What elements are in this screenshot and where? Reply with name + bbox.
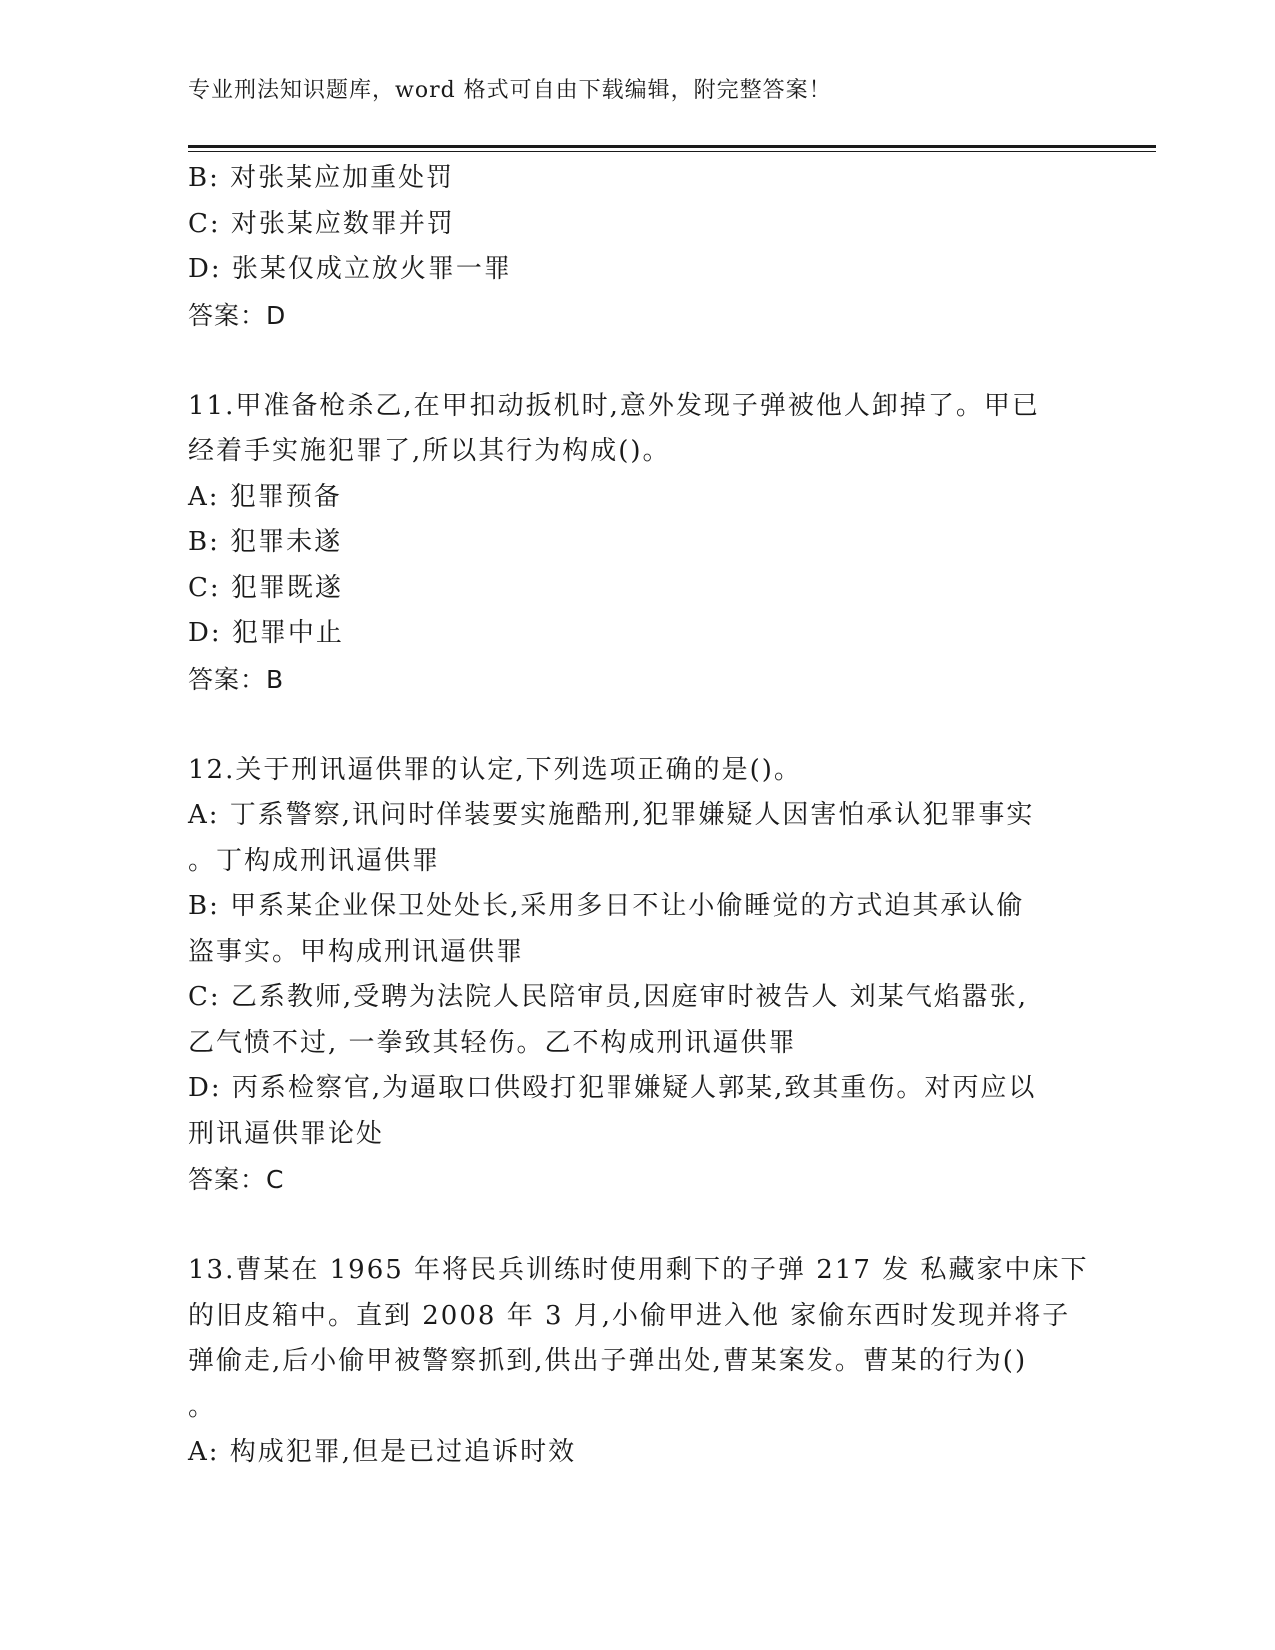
text-line: 。	[188, 1391, 217, 1422]
text-line: B: 对张某应加重处罚	[188, 163, 455, 193]
text-line: 刑讯逼供罪论处	[188, 1118, 385, 1149]
text-line: 12.关于刑讯逼供罪的认定,下列选项正确的是()。	[188, 754, 802, 785]
text-line: D: 犯罪中止	[188, 618, 344, 648]
text-line: B: 犯罪未遂	[188, 527, 343, 557]
text-line: C: 乙系教师,受聘为法院人民陪审员,因庭审时被告人 刘某气焰嚣张,	[188, 982, 1028, 1012]
answer-line: 答案：C	[188, 1165, 285, 1194]
text-line: 11.甲准备枪杀乙,在甲扣动扳机时,意外发现子弹被他人卸掉了。甲已	[188, 390, 1040, 421]
text-line: C: 犯罪既遂	[188, 572, 343, 603]
text-line: 弹偷走,后小偷甲被警察抓到,供出子弹出处,曹某案发。曹某的行为()	[188, 1346, 1028, 1376]
text-line: 乙气愤不过, 一拳致其轻伤。乙不构成刑讯逼供罪	[188, 1027, 797, 1058]
text-line: B: 甲系某企业保卫处处长,采用多日不让小偷睡觉的方式迫其承认偷	[188, 891, 1025, 921]
text-line: C: 对张某应数罪并罚	[188, 208, 455, 239]
text-line: D: 丙系检察官,为逼取口供殴打犯罪嫌疑人郭某,致其重伤。对丙应以	[188, 1073, 1037, 1103]
text-line: A: 犯罪预备	[188, 481, 342, 512]
text-line: 。丁构成刑讯逼供罪	[188, 845, 441, 876]
spacer	[188, 1203, 1088, 1249]
text-line: A: 构成犯罪,但是已过追诉时效	[188, 1437, 577, 1467]
question-content	[188, 156, 1088, 1476]
spacer	[188, 338, 1088, 384]
text-line: 经着手实施犯罪了,所以其行为构成()。	[188, 436, 671, 466]
page-header: 专业刑法知识题库，word 格式可自由下载编辑，附完整答案！	[188, 78, 832, 103]
spacer	[188, 702, 1088, 748]
text-line: 盗事实。甲构成刑讯逼供罪	[188, 936, 525, 967]
text-line: D: 张某仅成立放火罪一罪	[188, 254, 512, 284]
answer-line: 答案：B	[188, 664, 285, 694]
header-divider	[188, 145, 1156, 152]
text-line: 的旧皮箱中。直到 2008 年 3 月,小偷甲进入他 家偷东西时发现并将子	[188, 1300, 1071, 1331]
text-line: A: 丁系警察,讯问时佯装要实施酷刑,犯罪嫌疑人因害怕承认犯罪事实	[188, 800, 1035, 830]
answer-line: 答案：D	[188, 300, 287, 330]
text-line: 13.曹某在 1965 年将民兵训练时使用剩下的子弹 217 发 私藏家中床下	[188, 1255, 1089, 1285]
